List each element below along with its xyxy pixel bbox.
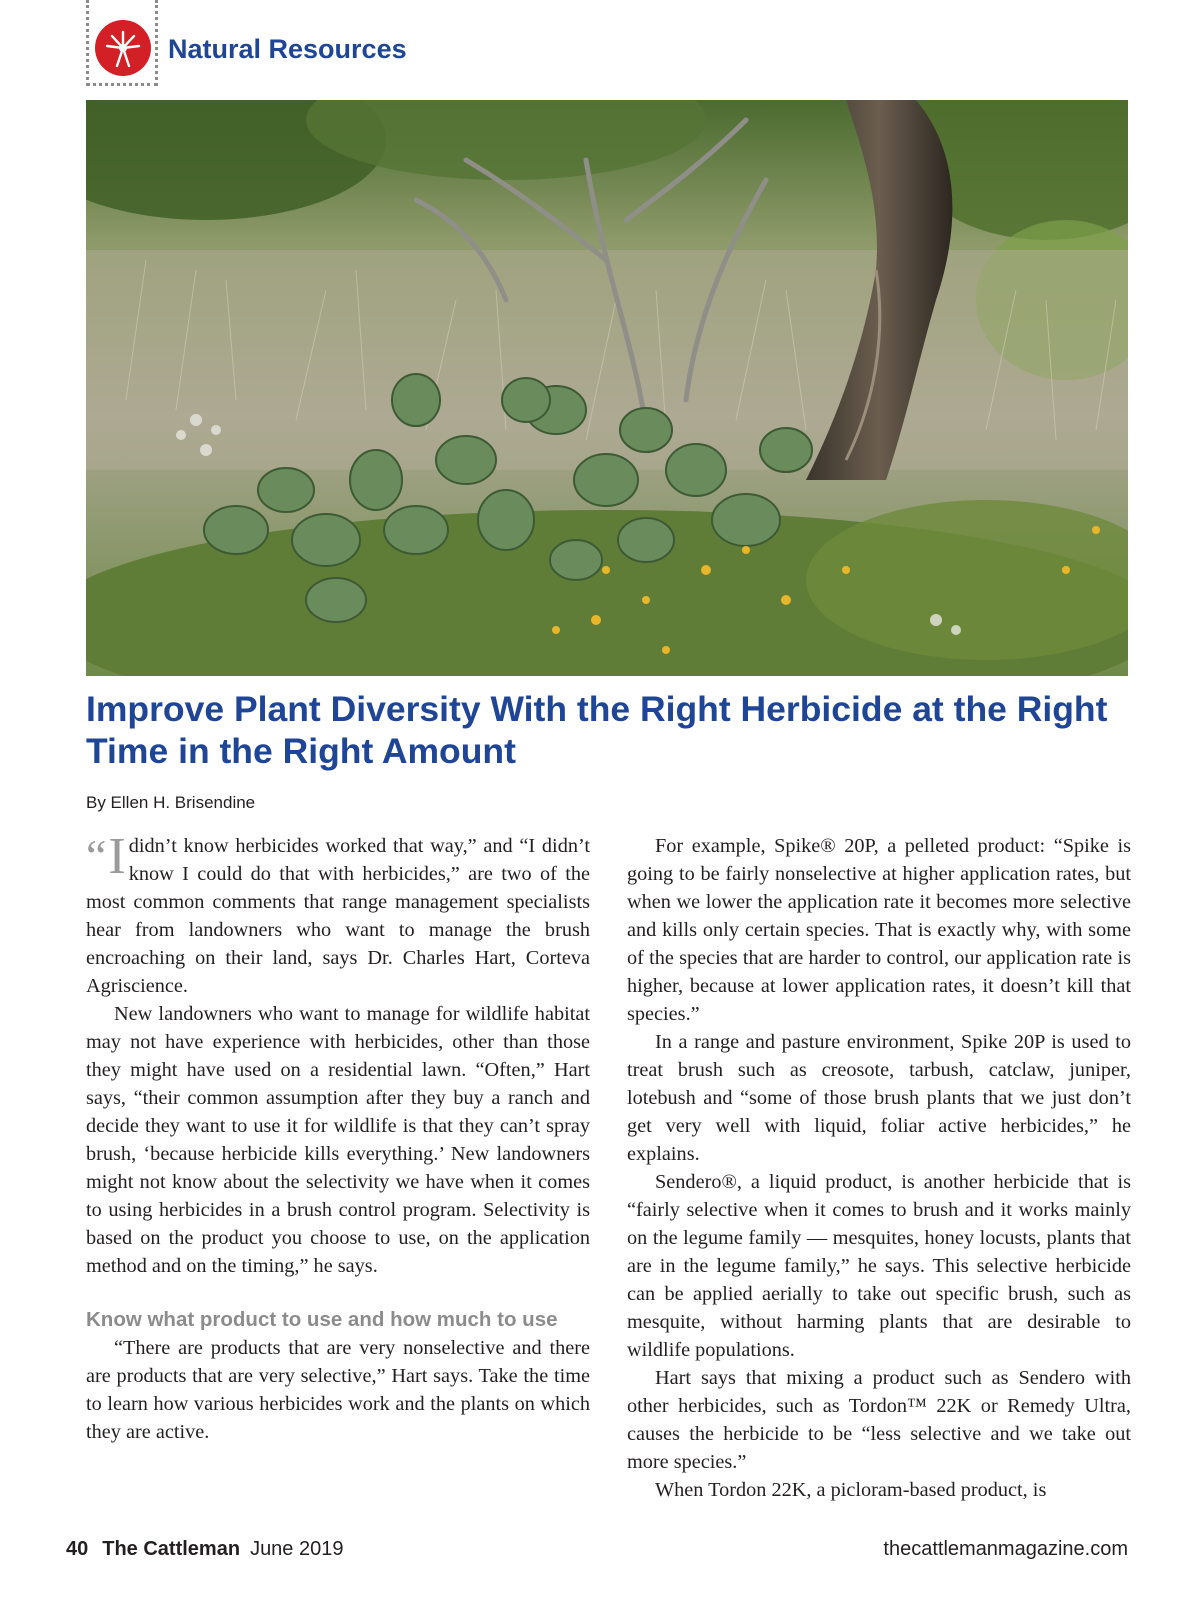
dropcap-quote: “ [86, 830, 107, 881]
paragraph: When Tordon 22K, a picloram-based product, is [655, 1479, 1047, 1501]
article-photo [86, 100, 1128, 676]
windmill-icon [95, 20, 151, 76]
article-headline: Improve Plant Diversity With the Right Herbicide at the Right Time in the Right Amount [86, 689, 1108, 771]
paragraph [86, 828, 590, 1000]
website-link[interactable]: thecattlemanmagazine.com [883, 1538, 1128, 1560]
prickly-pear-cactus-landscape-photo [86, 100, 1128, 676]
dropcap-letter: I [108, 828, 126, 885]
page-footer-left [66, 1538, 343, 1561]
paragraph: Hart says that mixing a product such as Sendero with other herbicides, such as Tordon™ 22K or Remedy Ultra, causes the herbicide to be “less selective and we take out more species.” [627, 1367, 1131, 1473]
section-title: Natural Resources [168, 34, 407, 64]
article-column-left [86, 828, 590, 1446]
paragraph-text: didn’t know herbicides worked that way,” and “I didn’t know I could do that with herbicides,” are two of the most common comments that range management specialists hear from landowners who want to manage the brush encroaching on their land, says Dr. Charles Hart, Corteva Agriscience. [86, 835, 590, 997]
section-subhead: Know what product to use and how much to use [86, 1308, 558, 1331]
page-number: 40 [66, 1538, 89, 1560]
paragraph: New landowners who want to manage for wildlife habitat may not have experience with herbicides, other than those they might have used on a residential lawn. “Often,” Hart says, “their common assumption after they buy a ranch and decide they want to use it for wildlife is that they can’t spray brush, ‘because herbicide kills everything.’ New landowners might not know about the selectivity we have when it comes to using herbicides in a brush control program. Selectivity is based on the product you choose to use, on the application method and on the timing,” he says. [86, 1003, 590, 1277]
article-byline: By Ellen H. Brisendine [86, 793, 256, 812]
section-tag-frame [86, 0, 158, 86]
paragraph: For example, Spike® 20P, a pelleted product: “Spike is going to be fairly nonselective at higher application rates, but when we lower the application rate it becomes more selective and kills only certain species. That is exactly why, with some of the species that are harder to control, our application rate is higher, because at lower application rates, it doesn’t kill that species.” [627, 835, 1131, 1025]
magazine-name: The Cattleman [102, 1538, 241, 1560]
paragraph: “There are products that are very nonselective and there are products that are very selective,” Hart says. Take the time to learn how various herbicides work and the plants on which they are active. [86, 1337, 590, 1443]
issue-date: June 2019 [250, 1538, 344, 1560]
paragraph: In a range and pasture environment, Spike 20P is used to treat brush such as creosote, tarbush, catclaw, juniper, lotebush and “some of those brush plants that we just don’t get very well with liquid, foliar active herbicides,” he explains. [627, 1031, 1131, 1165]
paragraph: Sendero®, a liquid product, is another herbicide that is “fairly selective when it comes to brush and it works mainly on the legume family — mesquites, honey locusts, plants that are in the legume family,” he says. This selective herbicide can be applied aerially to take out specific brush, such as mesquite, without harming plants that are desirable to wildlife populations. [627, 1171, 1131, 1361]
article-column-right [627, 832, 1131, 1504]
